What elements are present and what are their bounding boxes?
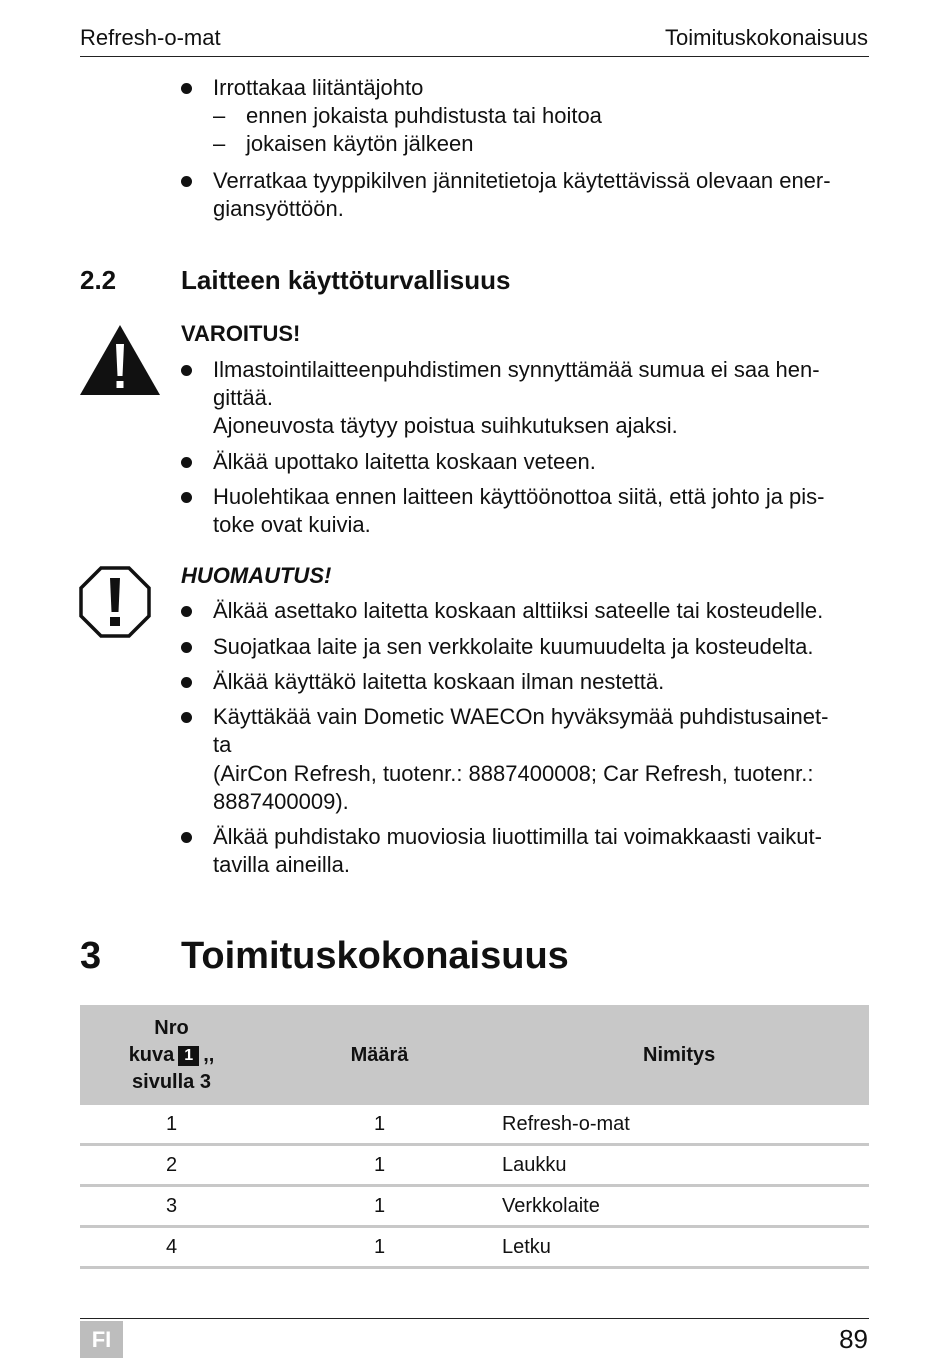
dash-marker: –: [213, 103, 226, 128]
table-cell-number: 1: [80, 1105, 263, 1145]
notice-item: Suojatkaa laite ja sen verkkolaite kuumuudelta ja kosteudelta.: [213, 634, 814, 659]
bullet-icon: [181, 365, 192, 376]
warning-item-continuation: toke ovat kuivia.: [213, 512, 371, 537]
notice-item-continuation: ta: [213, 732, 232, 757]
list-item: Irrottakaa liitäntäjohto: [213, 75, 424, 100]
bullet-icon: [181, 642, 192, 653]
table-row: [80, 1227, 869, 1268]
table-cell-quantity: 1: [263, 1186, 496, 1227]
chapter-number: 3: [80, 935, 102, 977]
figure-number-box: 1: [178, 1046, 199, 1066]
column-header-number: [80, 1005, 263, 1105]
header-rule: [80, 56, 869, 57]
section-number: 2.2: [80, 265, 117, 295]
table-cell-quantity: 1: [263, 1227, 496, 1268]
warning-item-continuation: Ajoneuvosta täytyy poistua suihkutuksen ajaksi.: [213, 413, 678, 438]
table-cell-quantity: 1: [263, 1105, 496, 1145]
scope-of-delivery-table: [80, 1005, 869, 1269]
table-cell-number: 4: [80, 1227, 263, 1268]
bullet-icon: [181, 606, 192, 617]
table-cell-number: 3: [80, 1186, 263, 1227]
notice-item-continuation: (AirCon Refresh, tuotenr.: 8887400008; Car Refresh, tuotenr.:: [213, 761, 814, 786]
chapter-title: Toimituskokonaisuus: [181, 935, 569, 977]
column-header-quantity: Määrä: [263, 1005, 496, 1105]
column-header-designation: Nimitys: [496, 1005, 869, 1105]
notice-item: Älkää asettako laitetta koskaan alttiiksi sateelle tai kosteudelle.: [213, 598, 824, 623]
table-cell-quantity: 1: [263, 1145, 496, 1186]
dash-marker: –: [213, 131, 226, 156]
table-cell-designation: Refresh-o-mat: [496, 1105, 869, 1145]
list-item-continuation: giansyöttöön.: [213, 196, 344, 221]
bullet-icon: [181, 176, 192, 187]
header-doc-title: Refresh-o-mat: [80, 25, 221, 50]
column-header-line: [80, 1042, 263, 1069]
notice-item: Älkää puhdistako muoviosia liuottimilla tai voimakkaasti vaikut-: [213, 824, 822, 849]
list-item: Verratkaa tyyppikilven jännitetietoja käytettävissä olevaan ener-: [213, 168, 831, 193]
table-cell-designation: Laukku: [496, 1145, 869, 1186]
notice-item: Käyttäkää vain Dometic WAECOn hyväksymää puhdistusainet-: [213, 704, 829, 729]
language-badge: FI: [80, 1321, 123, 1358]
section-title: Laitteen käyttöturvallisuus: [181, 265, 511, 295]
bullet-icon: [181, 712, 192, 723]
notice-item: Älkää käyttäkö laitetta koskaan ilman nestettä.: [213, 669, 665, 694]
warning-triangle-icon: [79, 324, 161, 396]
table-cell-designation: Letku: [496, 1227, 869, 1268]
bullet-icon: [181, 83, 192, 94]
column-header-line: sivulla 3: [132, 1070, 211, 1093]
footer-rule: [80, 1318, 869, 1319]
table-row: [80, 1145, 869, 1186]
table-row: [80, 1105, 869, 1145]
warning-item: Huolehtikaa ennen laitteen käyttöönottoa siitä, että johto ja pis-: [213, 484, 825, 509]
figure-suffix: ,,: [203, 1043, 215, 1066]
sub-list-item: ennen jokaista puhdistusta tai hoitoa: [246, 103, 602, 128]
bullet-icon: [181, 457, 192, 468]
column-header-line: Nro: [154, 1016, 189, 1039]
table-header-row: [80, 1005, 869, 1105]
notice-octagon-icon: [79, 566, 151, 638]
notice-item-continuation: 8887400009).: [213, 789, 349, 814]
sub-list-item: jokaisen käytön jälkeen: [246, 131, 474, 156]
header-section-title: Toimituskokonaisuus: [665, 25, 868, 50]
page-number: 89: [839, 1324, 868, 1354]
warning-item: Älkää upottako laitetta koskaan veteen.: [213, 449, 596, 474]
bullet-icon: [181, 492, 192, 503]
warning-item-continuation: gittää.: [213, 385, 273, 410]
table-row: [80, 1186, 869, 1227]
figure-label: kuva: [128, 1043, 175, 1066]
notice-item-continuation: tavilla aineilla.: [213, 852, 350, 877]
table-cell-designation: Verkkolaite: [496, 1186, 869, 1227]
bullet-icon: [181, 832, 192, 843]
warning-item: Ilmastointilaitteenpuhdistimen synnyttämää sumua ei saa hen-: [213, 357, 820, 382]
bullet-icon: [181, 677, 192, 688]
notice-title: HUOMAUTUS!: [181, 563, 332, 588]
table-cell-number: 2: [80, 1145, 263, 1186]
warning-title: VAROITUS!: [181, 321, 301, 346]
